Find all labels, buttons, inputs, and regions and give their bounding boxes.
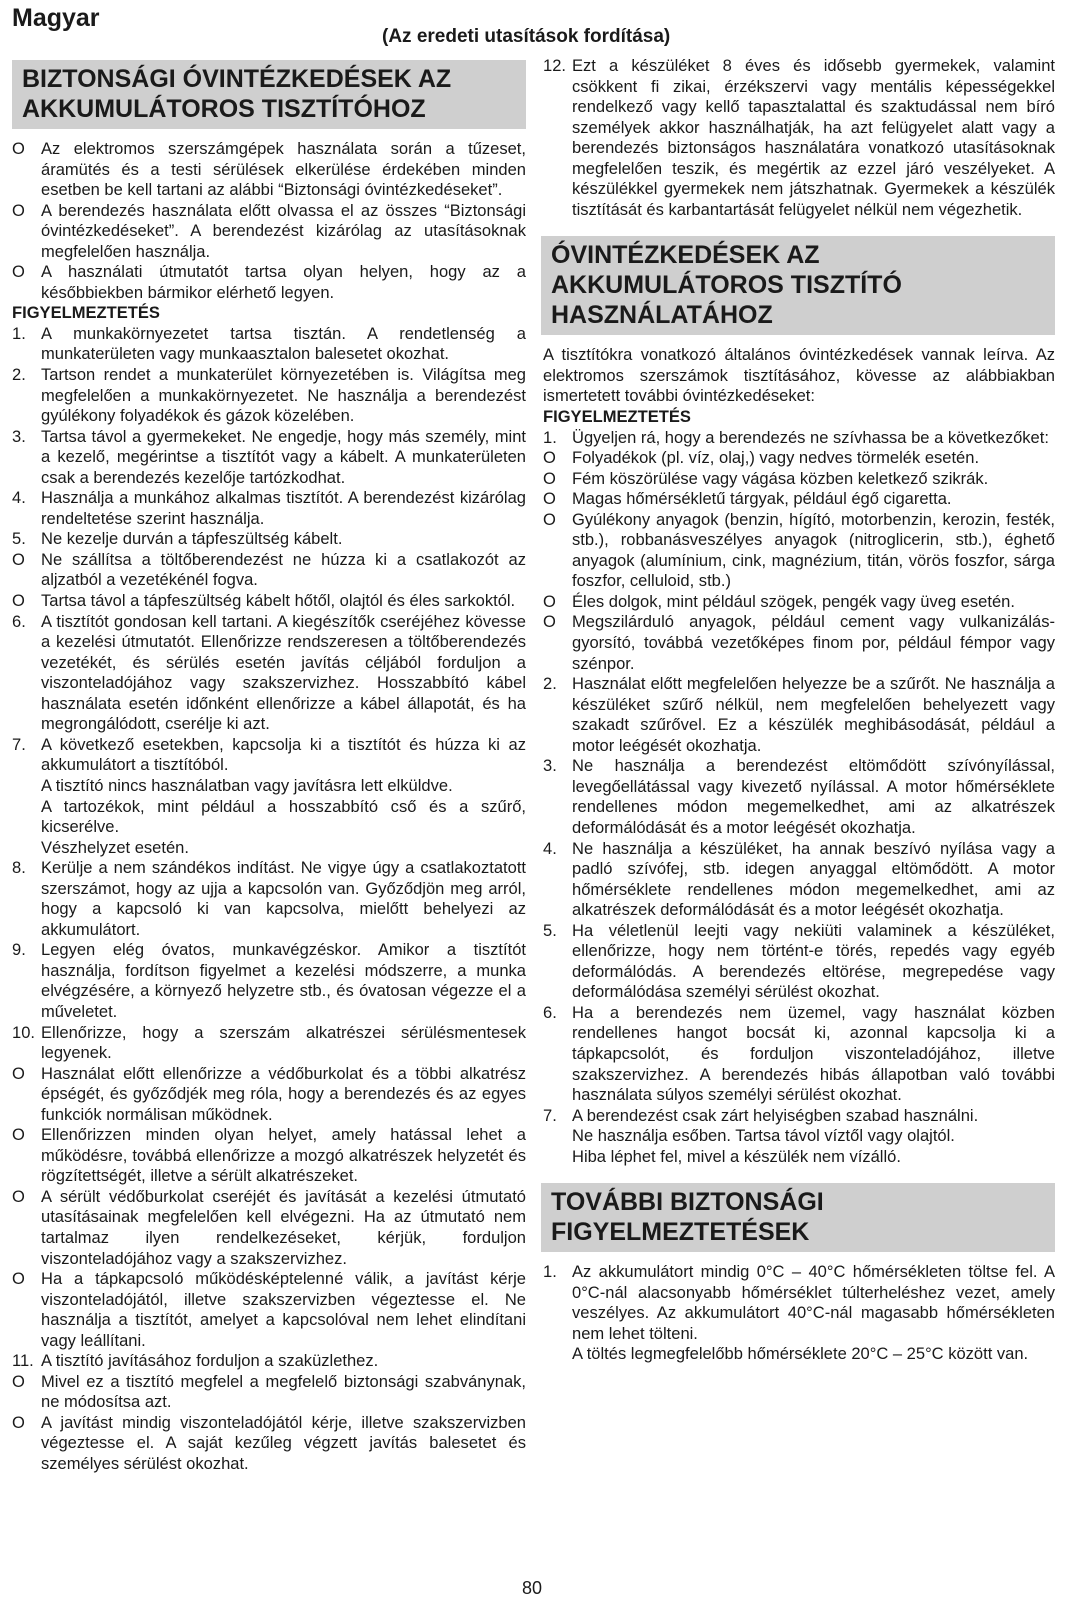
list-marker xyxy=(12,838,41,859)
list-item xyxy=(543,56,1055,220)
list-item xyxy=(543,1126,1055,1147)
list-marker: O xyxy=(12,200,25,220)
list-marker: O xyxy=(12,549,25,569)
list-marker: 8. xyxy=(12,858,26,878)
list-marker: O xyxy=(12,1186,25,1206)
intro-list xyxy=(12,139,526,303)
list-text: A tisztító nincs használatban vagy javításra lett elküldve. xyxy=(41,775,453,795)
list-text: Mivel ez a tisztító megfelel a megfelelő biztonsági szabványnak, ne módosítsa azt. xyxy=(41,1371,526,1412)
list-marker xyxy=(12,776,41,797)
list-text: Ha véletlenül leejti vagy nekiüti valaminek a készüléket, ellenőrizze, hogy nem történt-e törés, repedés vagy egyéb deformálódás. A berendezés eltörése, megrepedése vagy deformálódása személyi sérülést okozhat. xyxy=(572,920,1055,1002)
list-marker: O xyxy=(543,448,556,468)
list-marker: 7. xyxy=(12,734,26,754)
list-item xyxy=(12,940,526,1022)
list-marker xyxy=(543,1126,572,1147)
list-text: Ügyeljen rá, hogy a berendezés ne szívhassa be a következőket: xyxy=(572,427,1049,447)
list-text: Ellenőrizze, hogy a szerszám alkatrészei sérülésmentesek legyenek. xyxy=(41,1022,526,1063)
warning-label: FIGYELMEZTETÉS xyxy=(12,303,160,323)
list-item xyxy=(12,262,526,303)
list-text: Az elektromos szerszámgépek használata során a tűzeset, áramütés és a testi sérülések elkerülése érdekében minden esetben be kell tartani az alábbi “Biztonsági óvintézkedéseket”. xyxy=(41,139,526,200)
list-text: Használat előtt ellenőrizze a védőburkolat és a többi alkatrész épségét, és győződjék meg róla, hogy a berendezés és az egyes funkciók normálisan működnek. xyxy=(41,1063,526,1124)
list-item xyxy=(12,139,526,201)
list-marker: O xyxy=(12,262,25,282)
list-item xyxy=(543,510,1055,592)
right-column xyxy=(543,56,1055,1365)
list-item xyxy=(12,735,526,776)
list-item xyxy=(12,1372,526,1413)
list-marker: O xyxy=(12,1412,25,1432)
list-item xyxy=(543,674,1055,756)
list-marker: 3. xyxy=(12,426,26,446)
list-item xyxy=(12,1064,526,1126)
warning-label: FIGYELMEZTETÉS xyxy=(543,407,691,427)
list-text: Ne használja esőben. Tartsa távol víztől vagy olajtól. xyxy=(572,1126,955,1146)
list-marker: 4. xyxy=(543,838,557,858)
list-text: Tartsa távol a tápfeszültség kábelt hőtől, olajtól és éles sarkoktól. xyxy=(41,591,516,611)
list-marker: O xyxy=(12,1063,25,1083)
list-text: A berendezés használata előtt olvassa el az összes “Biztonsági óvintézkedéseket”. A berendezést kizárólag az utasításoknak megfelelően használja. xyxy=(41,200,526,261)
list-item xyxy=(543,428,1055,449)
list-item xyxy=(12,1187,526,1269)
list-marker: O xyxy=(543,468,556,488)
list-item xyxy=(543,489,1055,510)
list-text: Magas hőmérsékletű tárgyak, például égő cigaretta. xyxy=(572,489,952,509)
list-marker: O xyxy=(543,591,556,611)
list-item xyxy=(12,838,526,859)
list-text: A tisztító javításához forduljon a szaküzlethez. xyxy=(41,1351,379,1371)
list-item xyxy=(543,592,1055,613)
list-marker xyxy=(12,797,41,838)
list-text: Folyadékok (pl. víz, olaj,) vagy nedves törmelék esetén. xyxy=(572,448,980,468)
list-text: Megszilárduló anyagok, például cement vagy vulkanizálás-gyorsító, továbbá vezetőképes finom por, például fémpor vagy szénpor. xyxy=(572,612,1055,673)
list-item xyxy=(543,756,1055,838)
list-text: A tisztítót gondosan kell tartani. A kiegészítők cseréjéhez kövesse a kezelési útmutatót. Ellenőrizze rendszeresen a töltőberendezés vezetékét, és sérülés esetén javítás céljából forduljon a viszonteladójához vagy szakszervizhez. Hosszabbító kábel használata esetén időnként ellenőrizze a kábel állapotát, és ha megrongálódott, cserélje ki azt. xyxy=(41,611,526,734)
list-item xyxy=(12,797,526,838)
list-marker: O xyxy=(12,1371,25,1391)
list-marker: O xyxy=(12,1125,25,1145)
list-item xyxy=(543,839,1055,921)
list-marker: O xyxy=(12,1269,25,1289)
list-marker: 9. xyxy=(12,940,26,960)
list-item xyxy=(543,1106,1055,1127)
list-item xyxy=(12,1351,526,1372)
list-text: Ezt a készüléket 8 éves és idősebb gyermekek, valamint csökkent fi zikai, érzékszervi vagy mentális képességekkel rendelkező vagy kellő tapasztalattal és szaktudással nem bíró személyek akkor használhatják, ha azt felügyelet alatt vagy a berendezés biztonságos használatára vonatkozó utasításoknak megfelelően teszik, és megértik az ezzel járó veszélyeket. A készülékkel gyermekek nem játszhatnak. Gyermekek a készülék tisztítását és karbantartását felügyelet nélkül nem végezhetik. xyxy=(572,56,1055,219)
list-text: Tartsa távol a gyermekeket. Ne engedje, hogy más személy, mint a kezelő, megérintse a tisztítót vagy a kábelt. A munkaterületen csak a berendezés kezelője tartózkodhat. xyxy=(41,426,526,487)
language-label: Magyar xyxy=(12,4,100,32)
list-text: Fém köszörülése vagy vágása közben keletkező szikrák. xyxy=(572,468,989,488)
list-item xyxy=(12,324,526,365)
list-text: Kerülje a nem szándékos indítást. Ne vigye úgy a csatlakoztatott szerszámot, hogy az ujja a kapcsolón van. Győződjön meg arról, hogy a kapcsoló ki van kapcsolva, mielőtt behelyezi az akkumulátort. xyxy=(41,858,526,939)
list-item xyxy=(12,529,526,550)
list-item xyxy=(12,612,526,735)
list-marker: 7. xyxy=(543,1105,557,1125)
list-marker: 6. xyxy=(543,1002,557,1022)
list-text: Ellenőrizzen minden olyan helyet, amely hatással lehet a működésre, továbbá ellenőrizze a mozgó alkatrészek helyzetét és rögzítettségét, illetve a sérült alkatrészeket. xyxy=(41,1125,526,1186)
list-text: A sérült védőburkolat cseréjét és javítását a kezelési útmutató utasításainak megfelelően kell elvégezni. Ha az útmutató nem tartalmaz ilyen rendelkezéseket, kérjük, forduljon viszonteladójához vagy a szakszervizhez. xyxy=(41,1186,526,1268)
list-text: Ha a tápkapcsoló működésképtelenné válik, a javítást kérje viszonteladójától, illetve szakszervizben végeztesse el. Ne használja a tisztítót, amelyet a kapcsolóval nem lehet elindítani vagy leállítani. xyxy=(41,1269,526,1350)
list-text: Használja a munkához alkalmas tisztítót. A berendezést kizárólag rendeltetése szerint használja. xyxy=(41,488,526,528)
list-text: A használati útmutatót tartsa olyan helyen, hogy az a későbbiekben bármikor elérhető legyen. xyxy=(41,262,526,302)
list-marker: O xyxy=(12,591,25,611)
list-marker: 4. xyxy=(12,488,26,508)
list-item xyxy=(543,1003,1055,1106)
list-text: Ne használja a készüléket, ha annak beszívó nyílása vagy a padló szívófej, stb. idegen anyaggal eltömődött. A motor hőmérséklete rendellenes módon megemelkedhet, ami az alkatrészek deformálódását és a motor leégését okozhatja. xyxy=(572,838,1055,920)
list-text: A javítást mindig viszonteladójától kérje, illetve szakszervizben végeztesse el. A saját kezűleg végzett javítás balesetet és személyes sérülést okozhat. xyxy=(41,1412,526,1473)
list-item xyxy=(543,921,1055,1003)
list-item xyxy=(12,776,526,797)
list-text: Használat előtt megfelelően helyezze be a szűrőt. Ne használja a készüléket szűrő nélkül, nem megfelelően behelyezett vagy szakadt szűrővel. Ez a készülék meghibásodását, például a motor leégését okozhatja. xyxy=(572,674,1055,755)
warning-list xyxy=(12,324,526,1475)
list-item xyxy=(12,427,526,489)
list-marker: 3. xyxy=(543,756,557,776)
list-marker: O xyxy=(543,509,556,529)
list-item xyxy=(543,448,1055,469)
list-marker: 2. xyxy=(543,674,557,694)
translation-subtitle: (Az eredeti utasítások fordítása) xyxy=(382,26,671,47)
list-text: Ha a berendezés nem üzemel, vagy használat közben rendellenes hangot bocsát ki, azonnal kapcsolja ki a tápkapcsolót, és forduljon viszonteladójához, illetve szakszervizhez. A berendezés hibás állapotban való további használata súlyos személyi sérülést okozhat. xyxy=(572,1002,1055,1105)
warning-list xyxy=(543,428,1055,1168)
list-item xyxy=(12,550,526,591)
section-heading-additional: TOVÁBBI BIZTONSÁGI FIGYELMEZTETÉSEK xyxy=(541,1183,1055,1252)
list-marker: 10. xyxy=(12,1022,35,1042)
list-text: Hiba léphet fel, mivel a készülék nem vízálló. xyxy=(572,1146,901,1166)
list-text: Ne használja a berendezést eltömődött szívónyílással, levegőellátással vagy kivezető nyílással. A motor hőmérséklete rendellenes módon megemelkedhet, ami az alkatrészek deformálódását és a motor leégését okozhatja. xyxy=(572,756,1055,837)
list-text: A tartozékok, mint például a hosszabbító cső és a szűrő, kicserélve. xyxy=(41,796,526,837)
list-text: Az akkumulátort mindig 0°C – 40°C hőmérsékleten töltse fel. A 0°C-nál alacsonyabb hőmérséklet túlterheléshez vezet, amely veszélyes. Az akkumulátort 40°C-nál magasabb hőmérsékleten nem lehet tölteni. xyxy=(572,1262,1055,1343)
list-text: Ne szállítsa a töltőberendezést ne húzza ki a csatlakozót az aljzatból a vezetékénél fogva. xyxy=(41,549,526,590)
list-marker: 1. xyxy=(543,427,557,447)
list-item xyxy=(543,612,1055,674)
list-marker: 1. xyxy=(12,323,26,343)
list-text: Éles dolgok, mint például szögek, pengék vagy üveg esetén. xyxy=(572,591,1015,611)
list-item xyxy=(543,1344,1055,1365)
list-marker: 6. xyxy=(12,611,26,631)
list-marker: O xyxy=(12,139,25,158)
list-marker: 12. xyxy=(543,56,566,75)
list-marker: O xyxy=(543,489,556,509)
list-text: Legyen elég óvatos, munkavégzéskor. Amikor a tisztítót használja, fordítson figyelmet a kezelési módszerre, a munka elvégzésére, a környező helyzetre stb., és óvatosan végezze el a műveletet. xyxy=(41,940,526,1021)
list-text: Vészhelyzet esetén. xyxy=(41,837,189,857)
list-item xyxy=(12,1413,526,1475)
section-heading-safety: BIZTONSÁGI ÓVINTÉZKEDÉSEK AZ AKKUMULÁTOROS TISZTÍTÓHOZ xyxy=(12,60,526,129)
list-marker: O xyxy=(543,612,556,632)
intro-paragraph: A tisztítókra vonatkozó általános óvintézkedések vannak leírva. Az elektromos szerszámok tisztításához, kövesse az alábbiakban ismertetett további óvintézkedéseket: xyxy=(543,345,1055,406)
list-text: Tartson rendet a munkaterület környezetében is. Világítsa meg megfelelően a munkakörnyezetet. Ne használja a berendezést gyúlékony folyadékok és gázok közelében. xyxy=(41,365,526,426)
list-item xyxy=(12,488,526,529)
list-item xyxy=(12,1269,526,1351)
list-text: A következő esetekben, kapcsolja ki a tisztítót és húzza ki az akkumulátort a tisztítóból. xyxy=(41,734,526,775)
list-marker xyxy=(543,1344,572,1365)
list-text: A berendezést csak zárt helyiségben szabad használni. xyxy=(572,1105,979,1125)
section-heading-usage: ÓVINTÉZKEDÉSEK AZ AKKUMULÁTOROS TISZTÍTÓ HASZNÁLATÁHOZ xyxy=(541,236,1055,335)
list-marker: 5. xyxy=(543,920,557,940)
additional-warning-list xyxy=(543,1262,1055,1365)
list-marker: 1. xyxy=(543,1262,557,1282)
list-item xyxy=(12,591,526,612)
list-item xyxy=(12,1125,526,1187)
list-marker: 11. xyxy=(12,1351,34,1371)
list-text: A munkakörnyezetet tartsa tisztán. A rendetlenség a munkaterületen vagy munkaasztalon balesetet okozhat. xyxy=(41,323,526,364)
list-marker: 2. xyxy=(12,365,26,385)
list-marker xyxy=(543,1147,572,1168)
list-item xyxy=(543,1262,1055,1344)
list-item xyxy=(543,469,1055,490)
list-item xyxy=(543,1147,1055,1168)
left-column xyxy=(12,56,526,1475)
list-text: Gyúlékony anyagok (benzin, hígító, motorbenzin, kerozin, festék, stb.), robbanásveszélyes anyagok (nitroglicerin, stb.), éghető anyagok (alumínium, cink, magnézium, titán, vörös foszfor, sárga foszfor, celluloid, stb.) xyxy=(572,509,1055,591)
list-text: A töltés legmegfelelőbb hőmérséklete 20°C – 25°C között van. xyxy=(572,1344,1029,1364)
list-item xyxy=(12,365,526,427)
list-marker: 5. xyxy=(12,529,26,549)
list-text: Ne kezelje durván a tápfeszültség kábelt. xyxy=(41,529,343,549)
page-number: 80 xyxy=(522,1578,543,1598)
list-item xyxy=(12,1023,526,1064)
list-item xyxy=(12,858,526,940)
list-item xyxy=(12,201,526,263)
